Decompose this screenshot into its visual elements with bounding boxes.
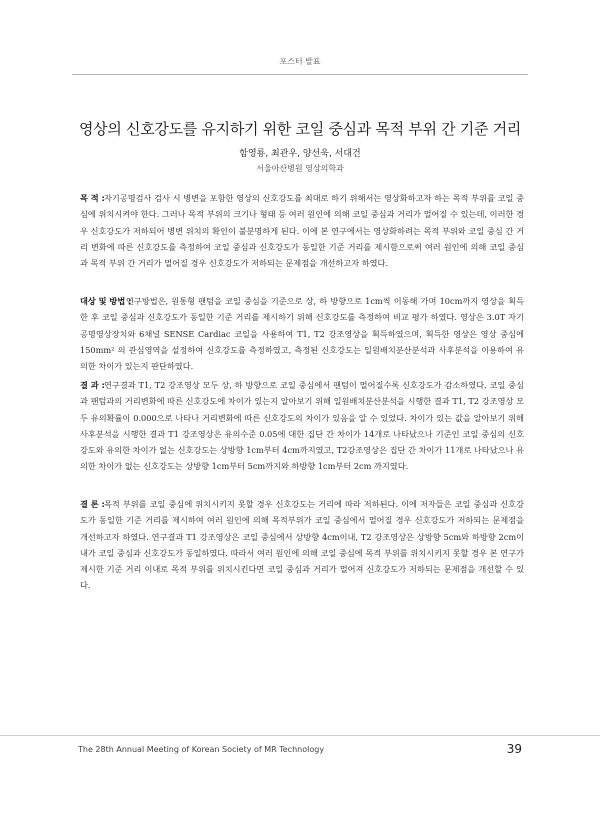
section-methods-label: 대상 및 방법 : (80, 296, 132, 306)
section-methods-text: 연구방법은, 원통형 팬텀을 코일 중심을 기준으로 상, 하 방향으로 1cm씩 이동해 가며 10cm까지 영상을 획득한 후 코일 중심과 신호강도가 동일한 기준 거리를 제시하기 위해 신호강도를 측정하여 비교 평가 하였다. 영상은 3.0T 자기공명영상장치와 6채널 SENSE Cardiac 코일을 사용하여 T1, T2 강조영상을 획득하였으며, 획득한 영상은 영상 중심에 150mm² 의 관심영역을 설정하여 신호강도를 측정하였고, 측정된 신호강도는 일원배치분산분석과 사후분석을 이용하여 유의한 차이가 있는지 판단하였다. (80, 296, 524, 372)
paper-affiliation: 서울아산병원 영상의학과 (256, 164, 344, 173)
section-conclusion (80, 496, 524, 594)
header-divider (72, 74, 528, 75)
page-number: 39 (506, 742, 522, 756)
paper-title: 영상의 신호강도를 유지하기 위한 코일 중심과 목적 부위 간 기준 거리 (78, 120, 521, 138)
section-purpose-label: 목 적 : (80, 193, 105, 203)
footer-divider (0, 735, 600, 736)
section-conclusion-label: 결 론 : (80, 499, 105, 509)
section-results (80, 377, 524, 475)
section-methods (80, 293, 524, 374)
section-conclusion-text: 목적 부위를 코일 중심에 위치시키지 못할 경우 신호강도는 거리에 따라 저하된다. 이에 저자들은 코일 중심과 신호강도가 동일한 기준 거리를 제시하여 여러 원인에 의해 목적부위가 코일 중심에서 멀어질 경우 신호강도가 저하되는 문제점을 개선하고자 하였다. 연구결과 T1 강조영상은 코일 중심에서 상방향 4cm이내, T2 강조영상은 상방향 5cm와 하방향 2cm이내가 코일 중심과 신호강도가 동일하였다. 따라서 여러 원인에 의해 코일 중심에 목적 부위를 위치시키지 못할 경우 본 연구가 제시한 기준 거리 이내로 목적 부위를 위치시킨다면 코일 중심과 거리가 멀어져 신호강도가 저하되는 문제점을 개선할 수 있다. (80, 499, 524, 591)
section-purpose-text: 자기공명검사 검사 시 병변을 포함한 영상의 신호강도를 최대로 하기 위해서는 영상화하고자 하는 목적 부위를 코일 중심에 위치시켜야 한다. 그러나 목적 부위의 크기나 형태 등 여러 원인에 의해 코일 중심과 거리가 멀어질 수 있는데, 이러한 경우 신호강도가 저하되어 병변 위치의 확인이 불분명하게 된다. 이에 본 연구에서는 영상화하려는 목적 부위와 코일 중심 간 거리 변화에 따른 신호강도를 측정하여 코일 중심과 신호강도가 동일한 기준 거리를 제시함으로써 여러 원인에 의해 코일 중심과 목적 부위 간 거리가 멀어질 경우 신호강도가 저하되는 문제점을 개선하고자 하였다. (80, 193, 524, 269)
section-results-text: 연구결과 T1, T2 강조영상 모두 상, 하 방향으로 코일 중심에서 팬텀이 멀어질수록 신호강도가 감소하였다. 코일 중심과 팬텀과의 거리변화에 따른 신호강도에 차이가 있는지 알아보기 위해 일원배치분산분석을 시행한 결과 T1, T2 강조영상 모두 유의확률이 0.000으로 나타나 거리변화에 따른 신호강도의 차이가 있음을 알 수 있었다. 차이가 있는 값을 알아보기 위해 사후분석을 시행한 결과 T1 강조영상은 유의수준 0.05에 대한 집단 간 차이가 14개로 나타났으나 기준인 코일 중심의 신호강도와 유의한 차이가 없는 신호강도는 상방향 1cm부터 4cm까지였고, T2강조영상은 집단 간 차이가 11개로 나타났으나 유의한 차이가 없는 신호강도는 상방향 1cm부터 5cm까지와 하방향 1cm부터 2cm 까지였다. (80, 380, 524, 472)
section-results-label: 결 과 : (80, 380, 105, 390)
section-purpose (80, 190, 524, 271)
footer-conference-name: The 28th Annual Meeting of Korean Society of MR Technology (78, 745, 325, 754)
header-label: 포스터 발표 (279, 57, 321, 66)
paper-authors: 함영룡, 최관우, 양선욱, 서대건 (239, 149, 361, 159)
